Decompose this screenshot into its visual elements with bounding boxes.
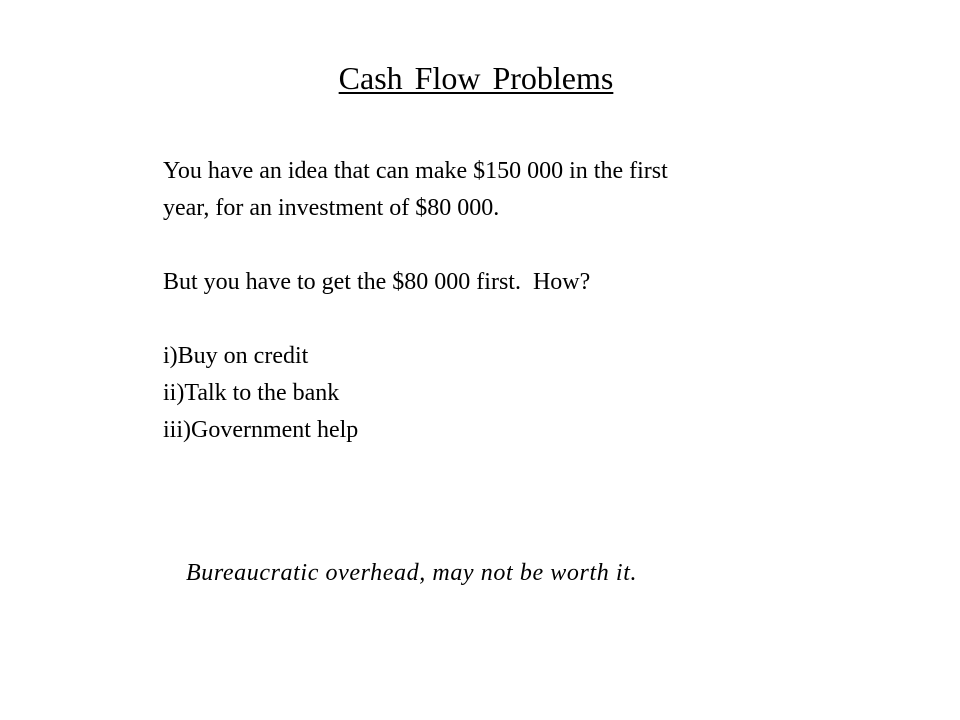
- question-text: But you have to get the $80 000 first. How?: [163, 269, 591, 295]
- paragraph-gap: [163, 301, 863, 338]
- paragraph-gap: [163, 227, 863, 264]
- intro-line-1: You have an idea that can make $150 000 in the first: [163, 158, 668, 184]
- slide-body: [163, 153, 863, 449]
- slide-title: Cash Flow Problems: [338, 60, 614, 96]
- option-item: ii)Talk to the bank: [163, 380, 340, 406]
- options-list: [163, 338, 863, 449]
- note-text: Bureaucratic overhead, may not be worth it.: [186, 560, 638, 586]
- intro-line-2: year, for an investment of $80 000.: [163, 195, 500, 221]
- option-item: i)Buy on credit: [163, 343, 309, 369]
- option-item: iii)Government help: [163, 417, 359, 443]
